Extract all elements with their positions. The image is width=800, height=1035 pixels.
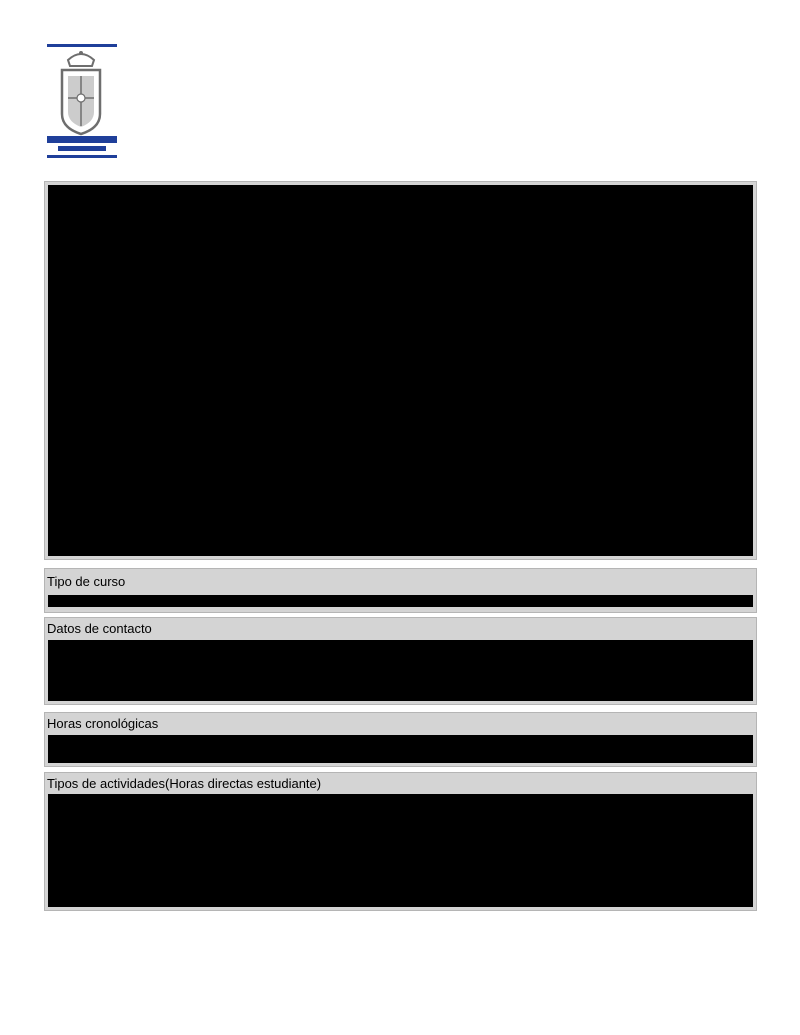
- tipo-curso-panel: [44, 568, 757, 613]
- horas-cronologicas-panel: [44, 712, 757, 767]
- tipos-actividades-panel: [44, 772, 757, 911]
- redacted-content: [48, 185, 753, 556]
- main-info-panel: [44, 181, 757, 560]
- section-label: Tipo de curso: [47, 574, 126, 589]
- section-label: Horas cronológicas: [47, 716, 159, 731]
- section-label: Tipos de actividades(Horas directas estudiante): [47, 776, 322, 791]
- redacted-content: [48, 735, 753, 763]
- redacted-content: [48, 794, 753, 907]
- redacted-content: [48, 595, 753, 607]
- datos-contacto-panel: [44, 617, 757, 705]
- redacted-content: [48, 640, 753, 701]
- section-label: Datos de contacto: [47, 621, 152, 636]
- university-crest-icon: [44, 42, 118, 162]
